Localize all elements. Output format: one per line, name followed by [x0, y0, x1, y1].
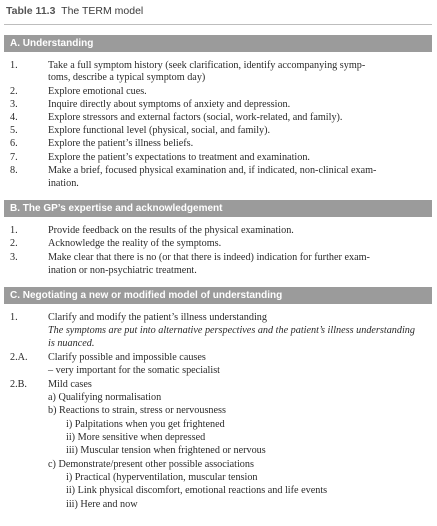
- sub-item-text: c) Demonstrate/present other possible associations: [48, 459, 254, 470]
- section-b-header: B. The GP’s expertise and acknowledgement: [4, 200, 432, 217]
- item-number: 1.: [10, 312, 18, 323]
- section-a-header: A. Understanding: [4, 35, 432, 52]
- sub-item-text: b) Reactions to strain, stress or nervousness: [48, 405, 226, 416]
- item-text-line: toms, describe a typical symptom day): [48, 72, 206, 83]
- item-number: 6.: [10, 138, 18, 149]
- item-text-line: ination.: [48, 178, 79, 189]
- item-number: 2.: [10, 86, 18, 97]
- sub-sub-item-text: i) Practical (hyperventilation, muscular tension: [66, 472, 258, 483]
- caption-rule: [4, 24, 432, 25]
- item-text-line: Explore functional level (physical, social, and family).: [48, 125, 271, 136]
- item-number: 7.: [10, 152, 18, 163]
- item-number: 2.A.: [10, 352, 28, 363]
- item-text-line: Explore the patient’s illness beliefs.: [48, 138, 194, 149]
- item-number: 8.: [10, 165, 18, 176]
- sub-sub-item-text: iii) Muscular tension when frightened or nervous: [66, 445, 266, 456]
- sub-sub-item-text: i) Palpitations when you get frightened: [66, 419, 225, 430]
- item-text-line: Make a brief, focused physical examination and, if indicated, non-clinical exam-: [48, 165, 377, 176]
- item-text-line: – very important for the somatic specialist: [48, 365, 221, 376]
- sub-sub-item-text: iii) Here and now: [66, 499, 138, 510]
- item-number: 3.: [10, 252, 18, 263]
- item-text-line: Clarify and modify the patient’s illness understanding: [48, 312, 267, 323]
- item-number: 1.: [10, 225, 18, 236]
- item-number: 4.: [10, 112, 18, 123]
- item-text-line: ination or non-psychiatric treatment.: [48, 265, 197, 276]
- item-number: 2.B.: [10, 379, 27, 390]
- item-number: 5.: [10, 125, 18, 136]
- table-number: Table 11.3: [6, 5, 56, 17]
- item-number: 2.: [10, 238, 18, 249]
- sub-sub-item-text: ii) More sensitive when depressed: [66, 432, 206, 443]
- item-text-line: Acknowledge the reality of the symptoms.: [48, 238, 222, 249]
- italic-note-line: The symptoms are put into alternative perspectives and the patient’s illness understanding: [48, 325, 415, 336]
- sub-sub-item-text: ii) Link physical discomfort, emotional reactions and life events: [66, 485, 328, 496]
- item-text-line: Provide feedback on the results of the physical examination.: [48, 225, 294, 236]
- section-c-header: C. Negotiating a new or modified model of understanding: [4, 287, 432, 304]
- item-text-line: Explore the patient’s expectations to treatment and examination.: [48, 152, 310, 163]
- item-text-line: Explore emotional cues.: [48, 86, 147, 97]
- item-text-line: Inquire directly about symptoms of anxiety and depression.: [48, 99, 291, 110]
- item-text-line: Take a full symptom history (seek clarification, identify accompanying symp-: [48, 60, 366, 71]
- item-text-line: Make clear that there is no (or that there is indeed) indication for further exam-: [48, 252, 370, 263]
- item-text-line: Mild cases: [48, 379, 92, 390]
- table-caption: [6, 5, 143, 17]
- sub-item-text: a) Qualifying normalisation: [48, 392, 162, 403]
- item-number: 3.: [10, 99, 18, 110]
- italic-note-line: is nuanced.: [48, 338, 95, 349]
- table-title: The TERM model: [61, 5, 144, 17]
- item-text-line: Explore stressors and external factors (social, work-related, and family).: [48, 112, 343, 123]
- item-number: 1.: [10, 60, 18, 71]
- item-text-line: Clarify possible and impossible causes: [48, 352, 206, 363]
